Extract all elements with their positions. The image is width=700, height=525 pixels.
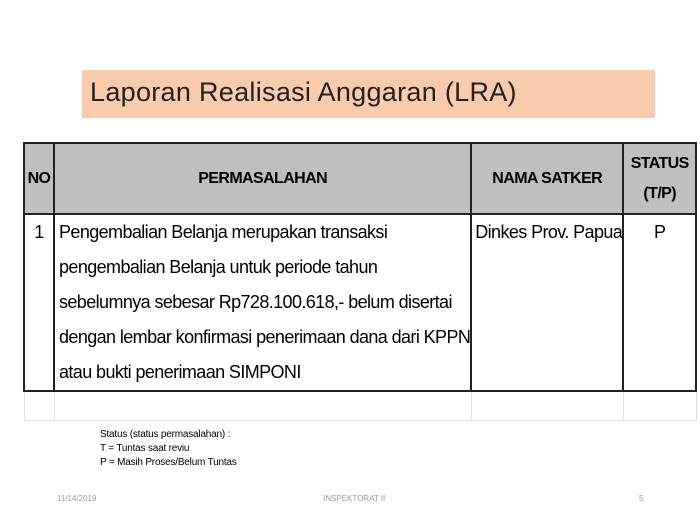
legend-t: T = Tuntas saat reviu: [100, 443, 190, 454]
text-line: pengembalian Belanja untuk periode tahun: [59, 257, 378, 277]
header-no: NO: [24, 143, 54, 214]
cell-permasalahan: [54, 214, 471, 391]
header-permasalahan: PERMASALAHAN: [54, 143, 471, 214]
cell-nama-satker: Dinkes Prov. Papua: [471, 214, 623, 391]
slide-title: Laporan Realisasi Anggaran (LRA): [90, 77, 517, 107]
empty-cell: [54, 391, 471, 421]
text-line: atau bukti penerimaan SIMPONI: [59, 362, 301, 382]
status-legend: [100, 428, 237, 470]
header-status-sub: (T/P): [643, 184, 676, 202]
text-line: sebelumnya sebesar Rp728.100.618,- belum disertai: [59, 292, 452, 312]
footer-date: 11/14/2019: [57, 494, 97, 503]
cell-status: P: [623, 214, 696, 391]
legend-p: P = Masih Proses/Belum Tuntas: [100, 457, 237, 468]
footer-page-number: 5: [639, 494, 644, 503]
empty-cell: [623, 391, 696, 421]
legend-title: Status (status permasalahan) :: [100, 429, 231, 440]
header-status: [623, 143, 696, 214]
empty-cell: [471, 391, 623, 421]
title-banner: [82, 70, 655, 118]
issues-table: [23, 142, 697, 421]
footer-center: INSPEKTORAT II: [323, 494, 386, 503]
table-row-empty: [24, 391, 696, 421]
table-row: [24, 214, 696, 391]
text-line: dengan lembar konfirmasi penerimaan dana dari KPPN: [59, 327, 471, 347]
cell-no: 1: [24, 214, 54, 391]
table-header-row: [24, 143, 696, 214]
header-nama-satker: NAMA SATKER: [471, 143, 623, 214]
empty-cell: [24, 391, 54, 421]
header-status-label: STATUS: [630, 154, 689, 172]
text-line: Pengembalian Belanja merupakan transaksi: [59, 222, 388, 242]
